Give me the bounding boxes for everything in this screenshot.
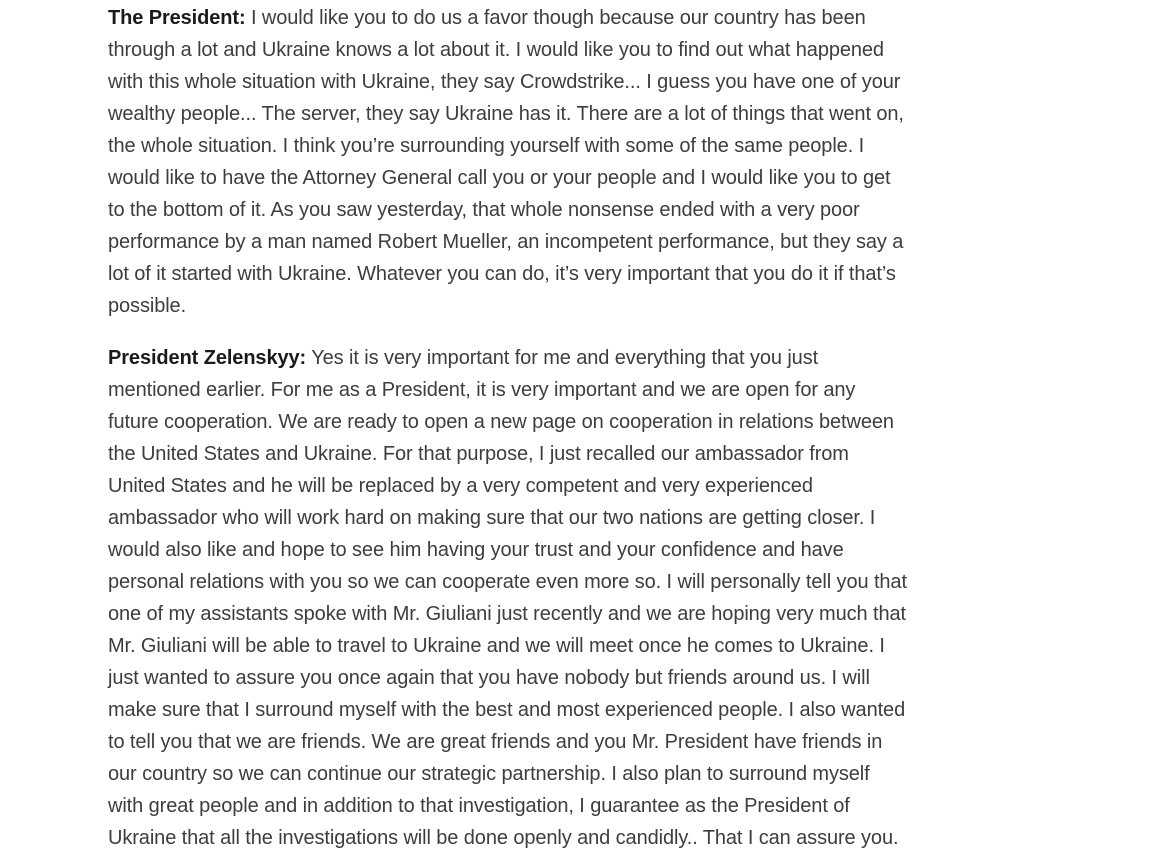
transcript-line [108, 694, 968, 726]
transcript-line [108, 66, 968, 98]
transcript-line [108, 194, 968, 226]
line-text: mentioned earlier. For me as a President, it is very important and we are open for any [108, 379, 856, 401]
transcript-line [108, 566, 968, 598]
speaker-label: President Zelenskyy: [108, 347, 307, 369]
transcript-line [108, 438, 968, 470]
line-text: I would like you to do us a favor though because our country has been [251, 7, 866, 29]
line-text: lot of it started with Ukraine. Whatever you can do, it’s very important that you do it if that’s [108, 263, 896, 285]
transcript-line [108, 726, 968, 758]
transcript-line [108, 34, 968, 66]
line-text: ambassador who will work hard on making sure that our two nations are getting closer. I [108, 507, 876, 529]
line-text: just wanted to assure you once again that you have nobody but friends around us. I will [108, 667, 870, 689]
line-text: would like to have the Attorney General call you or your people and I would like you to get [108, 167, 891, 189]
line-text: to tell you that we are friends. We are great friends and you Mr. President have friends in [108, 731, 883, 753]
line-text: possible. [108, 295, 187, 317]
line-text: the United States and Ukraine. For that purpose, I just recalled our ambassador from [108, 443, 849, 465]
line-text: would also like and hope to see him having your trust and your confidence and have [108, 539, 844, 561]
line-text: performance by a man named Robert Mueller, an incompetent performance, but they say a [108, 231, 904, 253]
transcript-line [108, 822, 968, 854]
transcript-line [108, 534, 968, 566]
transcript-line [108, 374, 968, 406]
transcript-line [108, 162, 968, 194]
transcript-line [108, 98, 968, 130]
line-text: Ukraine that all the investigations will be done openly and candidly.. That I can assure you. [108, 827, 899, 849]
line-text: through a lot and Ukraine knows a lot about it. I would like you to find out what happened [108, 39, 884, 61]
transcript-line [108, 598, 968, 630]
transcript-paragraph [108, 2, 968, 322]
transcript-line [108, 406, 968, 438]
transcript-line [108, 630, 968, 662]
transcript-line [108, 2, 968, 34]
transcript-line [108, 758, 968, 790]
transcript-line [108, 290, 968, 322]
line-text: Mr. Giuliani will be able to travel to Ukraine and we will meet once he comes to Ukraine. I [108, 635, 885, 657]
transcript-line [108, 662, 968, 694]
transcript-line [108, 258, 968, 290]
line-text: with this whole situation with Ukraine, they say Crowdstrike... I guess you have one of your [108, 71, 901, 93]
line-text: with great people and in addition to that investigation, I guarantee as the President of [108, 795, 850, 817]
line-text: Yes it is very important for me and everything that you just [311, 347, 819, 369]
line-text: United States and he will be replaced by a very competent and very experienced [108, 475, 813, 497]
line-text: make sure that I surround myself with the best and most experienced people. I also wanted [108, 699, 906, 721]
speaker-label: The President: [108, 7, 246, 29]
transcript-line [108, 502, 968, 534]
line-text: the whole situation. I think you’re surrounding yourself with some of the same people. I [108, 135, 865, 157]
line-text: to the bottom of it. As you saw yesterday, that whole nonsense ended with a very poor [108, 199, 860, 221]
transcript-paragraph [108, 342, 968, 854]
transcript-line [108, 342, 968, 374]
line-text: future cooperation. We are ready to open a new page on cooperation in relations between [108, 411, 894, 433]
transcript-line [108, 130, 968, 162]
transcript-line [108, 790, 968, 822]
line-text: one of my assistants spoke with Mr. Giuliani just recently and we are hoping very much that [108, 603, 906, 625]
line-text: personal relations with you so we can cooperate even more so. I will personally tell you that [108, 571, 907, 593]
line-text: our country so we can continue our strategic partnership. I also plan to surround myself [108, 763, 870, 785]
transcript-line [108, 470, 968, 502]
transcript-line [108, 226, 968, 258]
line-text: wealthy people... The server, they say Ukraine has it. There are a lot of things that went on, [108, 103, 904, 125]
